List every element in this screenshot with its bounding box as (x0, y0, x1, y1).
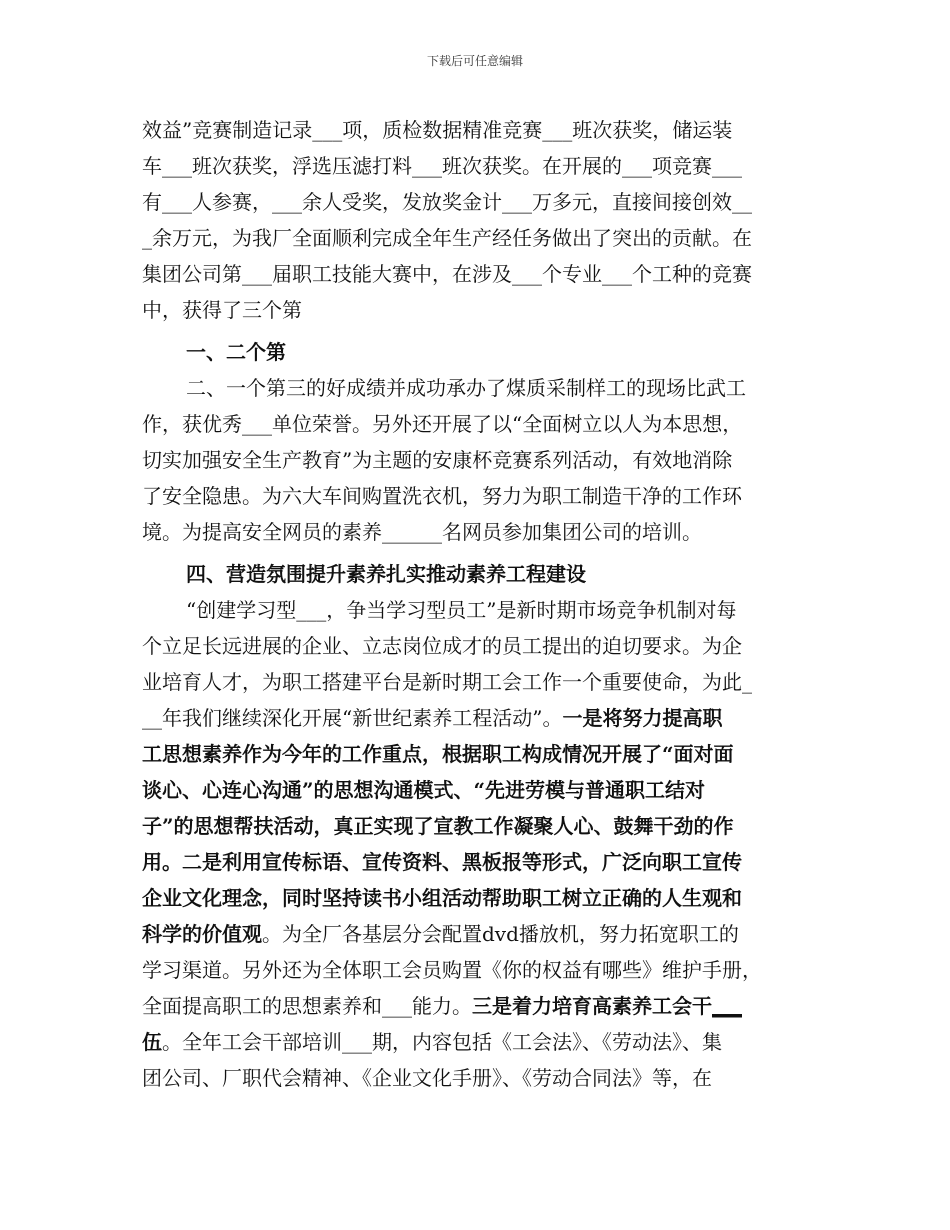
text-line (142, 741, 822, 769)
text-line (142, 447, 822, 475)
text-run: 境。为提高安全网员的素养______名网员参加集团公司的培训。 (142, 520, 702, 544)
text-line (142, 885, 822, 913)
text-line (142, 153, 822, 181)
text-run: 一、二个第 (186, 340, 286, 364)
text-run: 个立足长远进展的企业、立志岗位成才的员工提出的迫切要求。为企 (142, 634, 742, 658)
text-line (142, 813, 822, 841)
bold-run: 一是将努力提高职 (562, 706, 723, 730)
text-run: 作，获优秀___单位荣誉。另外还开展了以“全面树立以人为本思想， (142, 412, 743, 436)
bold-run: 工思想素养作为今年的工作重点，根据职工构成情况开展了“面对面 (142, 742, 734, 766)
bold-run: 谈心、心连心沟通”的思想沟通模式、“先进劳模与普通职工结对 (142, 778, 706, 802)
section-heading (186, 561, 866, 589)
text-line (142, 669, 822, 697)
text-run: 团公司、厂职代会精神、《企业文化手册》、《劳动合同法》等，在 (142, 1066, 712, 1090)
text-line (142, 297, 822, 325)
text-line (142, 189, 822, 217)
text-line (142, 411, 822, 439)
section-heading (186, 339, 866, 367)
text-run: 。全年工会干部培训___期，内容包括《工会法》、《劳动法》、集 (162, 1030, 722, 1054)
text-line (186, 375, 866, 403)
text-line (142, 777, 822, 805)
bold-run: 用。二是利用宣传标语、宣传资料、黑板报等形式，广泛向职工宣传 (142, 850, 742, 874)
text-run: 集团公司第___届职工技能大赛中，在涉及___个专业___个工种的竞赛 (142, 262, 752, 286)
text-run: 四、营造氛围提升素养扎实推动素养工程建设 (186, 562, 586, 586)
text-run: 学习渠道。另外还为全体职工会员购置《你的权益有哪些》维护手册， (142, 958, 762, 982)
text-line (142, 633, 822, 661)
page-header: 下载后可任意编辑 (426, 54, 523, 68)
text-run: “创建学习型___，争当学习型员工”是新时期市场竞争机制对每 (186, 598, 737, 622)
text-run: 效益”竞赛制造记录___项，质检数据精准竞赛___班次获奖，储运装 (142, 118, 733, 142)
text-run: 。为全厂各基层分会配置dvd播放机，努力拓宽职工的 (262, 922, 739, 946)
bold-run: 三是着力培育高素养工会干 (472, 994, 712, 1018)
text-run: 车___班次获奖，浮选压滤打料___班次获奖。在开展的___项竞赛___ (142, 154, 742, 178)
text-line (142, 705, 822, 733)
text-run: 全面提高职工的思想素养和___能力。 (142, 994, 472, 1018)
text-line (142, 1065, 822, 1093)
text-run: 了安全隐患。为六大车间购置洗衣机，努力为职工制造干净的工作环 (142, 484, 742, 508)
bold-run: 科学的价值观 (142, 922, 262, 946)
text-run: 二、一个第三的好成绩并成功承办了煤质采制样工的现场比武工 (186, 376, 746, 400)
text-line (142, 519, 822, 547)
text-run: 业培育人才，为职工搭建平台是新时期工会工作一个重要使命，为此_ (142, 670, 752, 694)
text-line (142, 1029, 822, 1057)
text-line (142, 921, 822, 949)
bold-underline-run: ___ (712, 994, 742, 1018)
text-run: 中，获得了三个第 (142, 298, 302, 322)
text-line (186, 597, 866, 625)
text-line (142, 957, 822, 985)
bold-run: 子”的思想帮扶活动，真正实现了宣教工作凝聚人心、鼓舞干劲的作 (142, 814, 734, 838)
text-run: __年我们继续深化开展“新世纪素养工程活动”。 (142, 706, 563, 730)
text-run: 切实加强安全生产教育”为主题的安康杯竞赛系列活动，有效地消除 (142, 448, 733, 472)
text-line (142, 117, 822, 145)
text-line (142, 849, 822, 877)
text-line (142, 261, 822, 289)
text-line (142, 483, 822, 511)
text-line (142, 993, 822, 1021)
text-run: 有___人参赛，___余人受奖，发放奖金计___万多元，直接间接创效__ (142, 190, 752, 214)
text-line (142, 225, 822, 253)
bold-run: 企业文化理念，同时坚持读书小组活动帮助职工树立正确的人生观和 (142, 886, 742, 910)
text-run: _余万元，为我厂全面顺利完成全年生产经任务做出了突出的贡献。在 (142, 226, 752, 250)
bold-run: 伍 (142, 1030, 162, 1054)
